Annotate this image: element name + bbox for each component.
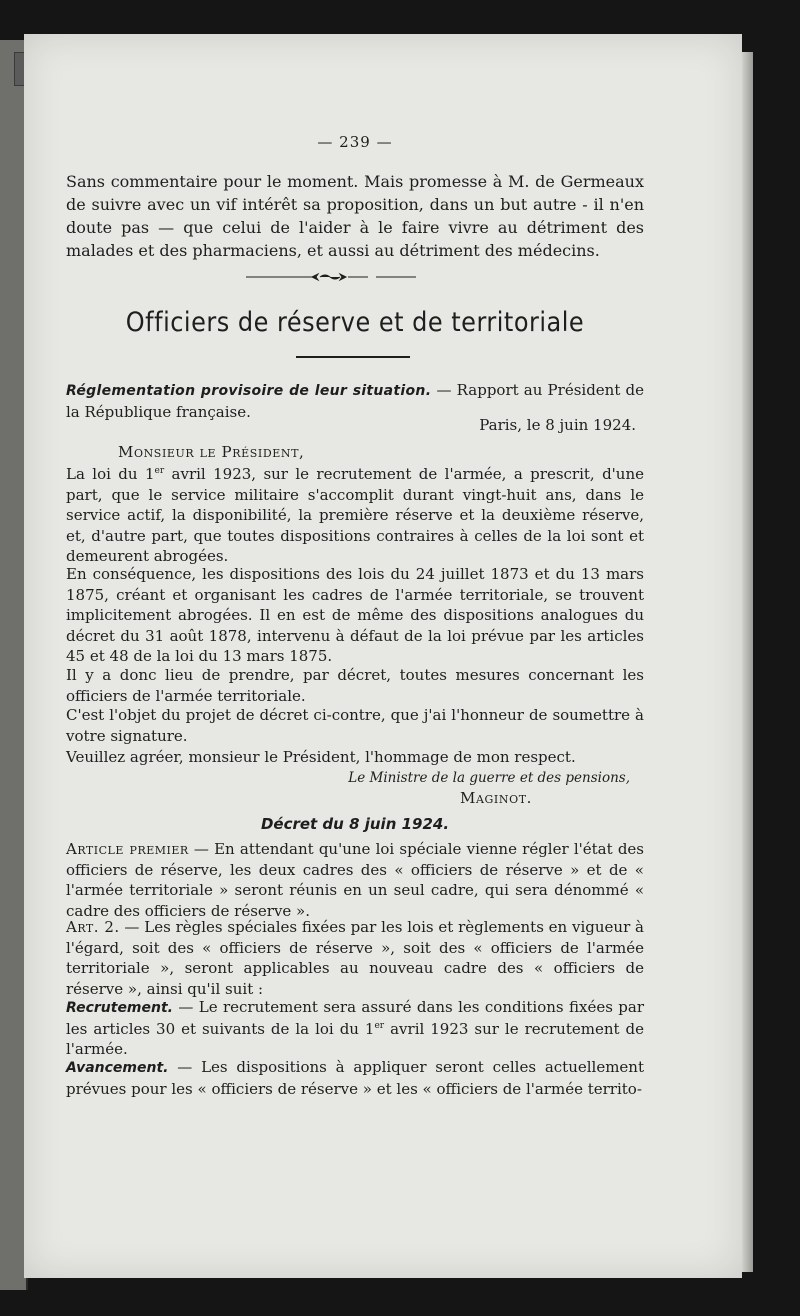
avancement-text: — Les dispositions à appliquer seront celles actuellement prévues pour les « officiers de réserve » et les « officiers de l'armée territo- — [66, 1058, 644, 1098]
paragraph-1 — [66, 464, 644, 567]
avancement-paragraph — [66, 1057, 644, 1099]
paragraph-4: C'est l'objet du projet de décret ci-contre, que j'ai l'honneur de soumettre à votre signature. — [66, 706, 644, 745]
book-page — [24, 34, 742, 1278]
subtitle-italic: Réglementation provisoire de leur situation. — [66, 383, 432, 399]
p1-text-a: La loi du 1 — [66, 465, 155, 483]
article-2-text: — Les règles spéciales fixées par les lois et règlements en vigueur à l'égard, soit des « officiers de réserve », soit des « officiers de l'armée territoriale », seront applicables au nouveau cadre des « officiers de réserve », ainsi qu'il suit : — [66, 918, 644, 998]
recrutement-lead: Recrutement. — [66, 1000, 173, 1016]
decree-title: Décret du 8 juin 1924. — [260, 815, 450, 833]
article-1-lead: Article premier — [66, 840, 189, 858]
article-2-lead: Art. 2. — [66, 918, 120, 936]
date-line: Paris, le 8 juin 1924. — [479, 416, 636, 434]
signer-title: Le Ministre de la guerre et des pensions, — [348, 770, 630, 786]
page-number: — 239 — — [317, 133, 393, 151]
article-title: Officiers de réserve et de territoriale — [125, 306, 585, 338]
paragraph-2: En conséquence, les dispositions des lois du 24 juillet 1873 et du 13 mars 1875, créant et organisant les cadres de l'armée territoriale, se trouvent implicitement abrogées. Il en est de même des dispositions analogues du décret du 31 août 1878, intervenu à défaut de la loi prévue par les articles 45 et 48 de la loi du 13 mars 1875. — [66, 565, 644, 666]
recrutement-text-b: avril 1923 sur le recrutement de l'armée. — [66, 1019, 644, 1059]
article-1-text: — En attendant qu'une loi spéciale vienne régler l'état des officiers de réserve, les deux cadres des « officiers de réserve » et de « l'armée territoriale » seront réunis en un seul cadre, qui sera dénommé « cadre des officiers de réserve ». — [66, 840, 644, 920]
paragraph-5: Veuillez agréer, monsieur le Président, l'hommage de mon respect. — [66, 748, 576, 766]
title-rule — [296, 356, 410, 358]
subtitle-rest: — Rapport au Président de la République française. — [66, 381, 644, 421]
recrutement-text-a: — Le recrutement sera assuré dans les conditions fixées par les articles 30 et suivants de la loi du 1 — [66, 998, 644, 1038]
recrutement-superscript: er — [374, 1020, 385, 1031]
recrutement-paragraph — [66, 997, 644, 1060]
paragraph-3: Il y a donc lieu de prendre, par décret, toutes mesures concernant les officiers de l'armée territoriale. — [66, 666, 644, 705]
ornament-divider — [246, 272, 416, 282]
p1-superscript: er — [154, 466, 165, 476]
p1-text-b: avril 1923, sur le recrutement de l'armée, a prescrit, d'une part, que le service militaire s'accomplit durant vingt-huit ans, dans le service actif, la disponibilité, la première réserve et la deuxième réserve, et, d'autre part, que toutes dispositions contraires à celles de la loi sont et demeurent abrogées. — [66, 465, 645, 566]
signer-name: Maginot. — [460, 789, 532, 807]
article-1 — [66, 839, 644, 921]
article-2 — [66, 917, 644, 999]
salutation: Monsieur le Président, — [118, 443, 305, 461]
intro-paragraph: Sans commentaire pour le moment. Mais promesse à M. de Germeaux de suivre avec un vif intérêt sa proposition, dans un but autre - il n'en doute pas — que celui de l'aider à le faire vivre au détriment des malades et des pharmaciens, et aussi au détriment des médecins. — [66, 172, 644, 260]
avancement-lead: Avancement. — [66, 1060, 169, 1076]
